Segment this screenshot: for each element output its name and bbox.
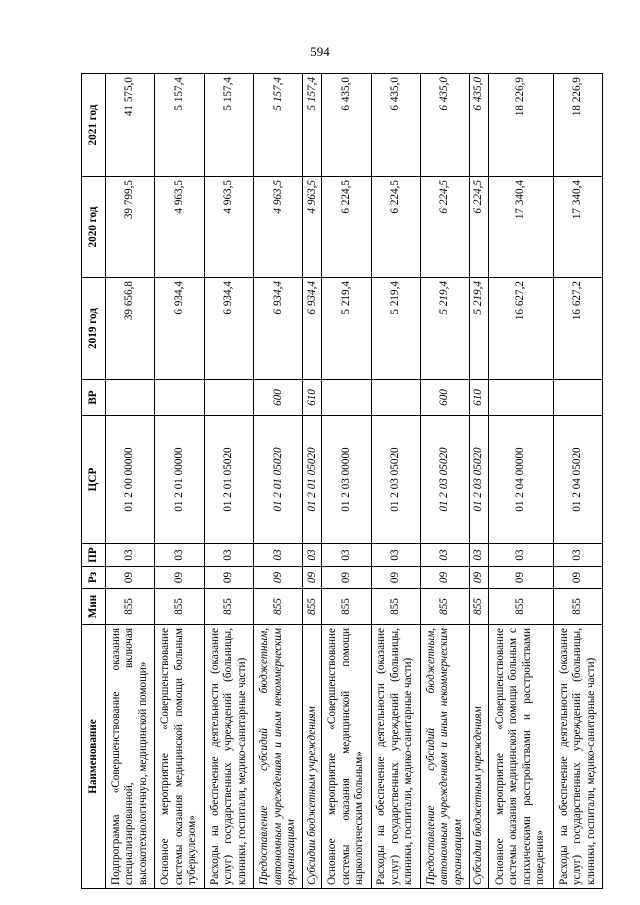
header-rz: Рз	[82, 567, 106, 589]
budget-table	[81, 73, 603, 889]
cell-rz: 09	[470, 567, 489, 589]
cell-2019: 16 627,2	[488, 278, 553, 380]
table-header-row	[82, 74, 106, 889]
cell-2020: 4 963,5	[155, 177, 204, 278]
cell-min: 855	[488, 589, 553, 625]
cell-min: 855	[322, 589, 371, 625]
cell-min: 855	[371, 589, 420, 625]
cell-pr: 03	[371, 544, 420, 567]
cell-pr: 03	[420, 544, 469, 567]
cell-name: Расходы на обеспечение деятельности (оказание услуг) государственных учреждений (больницы, клиники, госпитали, медико-санитарные части)	[553, 625, 602, 889]
cell-pr: 03	[488, 544, 553, 567]
cell-min: 855	[553, 589, 602, 625]
cell-rz: 09	[420, 567, 469, 589]
table-row	[155, 74, 204, 889]
cell-csr: 01 2 04 00000	[488, 416, 553, 544]
cell-vr	[553, 380, 602, 416]
cell-min: 855	[106, 589, 155, 625]
cell-rz: 09	[303, 567, 322, 589]
cell-2020: 17 340,4	[488, 177, 553, 278]
cell-2020: 39 799,5	[106, 177, 155, 278]
cell-rz: 09	[106, 567, 155, 589]
cell-name: Основное мероприятие «Совершенствование системы оказания медицинской помощи больным с психическими расстройствами и расстройствами поведения»	[488, 625, 553, 889]
cell-rz: 09	[371, 567, 420, 589]
header-csr: ЦСР	[82, 416, 106, 544]
cell-csr: 01 2 01 00000	[155, 416, 204, 544]
cell-name: Подпрограмма «Совершенствование оказания специализированной, включая высокотехнологичную, медицинской помощи»	[106, 625, 155, 889]
cell-2021: 6 435,0	[420, 74, 469, 177]
table-row	[254, 74, 303, 889]
cell-2019: 5 219,4	[420, 278, 469, 380]
cell-2019: 16 627,2	[553, 278, 602, 380]
cell-csr: 01 2 01 05020	[204, 416, 253, 544]
cell-name: Основное мероприятие «Совершенствование системы оказания медицинской помощи больным туберкулезом»	[155, 625, 204, 889]
table-row	[488, 74, 553, 889]
cell-pr: 03	[106, 544, 155, 567]
cell-2021: 5 157,4	[254, 74, 303, 177]
cell-csr: 01 2 01 05020	[303, 416, 322, 544]
cell-name: Основное мероприятие «Совершенствование системы оказания медицинской помощи наркологическим больным»	[322, 625, 371, 889]
cell-2020: 6 224,5	[322, 177, 371, 278]
cell-2021: 5 157,4	[303, 74, 322, 177]
cell-min: 855	[204, 589, 253, 625]
cell-2020: 6 224,5	[470, 177, 489, 278]
cell-vr	[488, 380, 553, 416]
cell-vr: 610	[470, 380, 489, 416]
cell-csr: 01 2 00 00000	[106, 416, 155, 544]
cell-rz: 09	[322, 567, 371, 589]
table-row	[371, 74, 420, 889]
cell-vr	[322, 380, 371, 416]
rotated-table-container	[81, 74, 603, 889]
table-row	[106, 74, 155, 889]
cell-pr: 03	[303, 544, 322, 567]
cell-2021: 6 435,0	[322, 74, 371, 177]
cell-rz: 09	[488, 567, 553, 589]
cell-min: 855	[303, 589, 322, 625]
cell-csr: 01 2 03 00000	[322, 416, 371, 544]
cell-pr: 03	[204, 544, 253, 567]
cell-pr: 03	[470, 544, 489, 567]
page-number: 594	[310, 44, 330, 59]
header-2021: 2021 год	[82, 74, 106, 177]
table-row	[470, 74, 489, 889]
table-row	[204, 74, 253, 889]
cell-min: 855	[155, 589, 204, 625]
cell-vr	[204, 380, 253, 416]
header-min: Мин	[82, 589, 106, 625]
cell-name: Расходы на обеспечение деятельности (оказание услуг) государственных учреждений (больницы, клиники, госпитали, медико-санитарные части)	[371, 625, 420, 889]
cell-pr: 03	[322, 544, 371, 567]
cell-min: 855	[470, 589, 489, 625]
cell-vr: 610	[303, 380, 322, 416]
header-name: Наименование	[82, 625, 106, 889]
cell-name: Субсидии бюджетным учреждениям	[303, 625, 322, 889]
header-vr: ВР	[82, 380, 106, 416]
cell-2019: 39 656,8	[106, 278, 155, 380]
cell-2021: 5 157,4	[155, 74, 204, 177]
cell-rz: 09	[254, 567, 303, 589]
cell-csr: 01 2 03 05020	[420, 416, 469, 544]
table-row	[420, 74, 469, 889]
cell-2020: 6 224,5	[420, 177, 469, 278]
table-row	[303, 74, 322, 889]
cell-2019: 5 219,4	[371, 278, 420, 380]
cell-vr	[106, 380, 155, 416]
cell-2021: 18 226,9	[553, 74, 602, 177]
cell-min: 855	[420, 589, 469, 625]
cell-name: Субсидии бюджетным учреждениям	[470, 625, 489, 889]
cell-2021: 18 226,9	[488, 74, 553, 177]
cell-pr: 03	[155, 544, 204, 567]
cell-csr: 01 2 01 05020	[254, 416, 303, 544]
cell-2021: 5 157,4	[204, 74, 253, 177]
cell-vr	[371, 380, 420, 416]
cell-vr: 600	[254, 380, 303, 416]
table-row	[553, 74, 602, 889]
cell-2019: 6 934,4	[155, 278, 204, 380]
cell-2020: 17 340,4	[553, 177, 602, 278]
header-pr: ПР	[82, 544, 106, 567]
cell-2019: 5 219,4	[470, 278, 489, 380]
cell-rz: 09	[155, 567, 204, 589]
cell-2019: 5 219,4	[322, 278, 371, 380]
cell-2019: 6 934,4	[303, 278, 322, 380]
cell-2020: 6 224,5	[371, 177, 420, 278]
cell-2021: 6 435,0	[371, 74, 420, 177]
cell-pr: 03	[254, 544, 303, 567]
cell-2021: 41 575,0	[106, 74, 155, 177]
table-row	[322, 74, 371, 889]
cell-csr: 01 2 03 05020	[371, 416, 420, 544]
cell-csr: 01 2 03 05020	[470, 416, 489, 544]
header-2020: 2020 год	[82, 177, 106, 278]
cell-2020: 4 963,5	[303, 177, 322, 278]
cell-min: 855	[254, 589, 303, 625]
cell-rz: 09	[553, 567, 602, 589]
cell-name: Предоставление субсидий бюджетным, автономным учреждениям и иным некоммерческим организациям	[254, 625, 303, 889]
cell-name: Предоставление субсидий бюджетным, автономным учреждениям и иным некоммерческим организациям	[420, 625, 469, 889]
cell-2019: 6 934,4	[204, 278, 253, 380]
cell-vr: 600	[420, 380, 469, 416]
cell-rz: 09	[204, 567, 253, 589]
cell-vr	[155, 380, 204, 416]
cell-2020: 4 963,5	[204, 177, 253, 278]
cell-2021: 6 435,0	[470, 74, 489, 177]
cell-csr: 01 2 04 05020	[553, 416, 602, 544]
cell-2019: 6 934,4	[254, 278, 303, 380]
cell-name: Расходы на обеспечение деятельности (оказание услуг) государственных учреждений (больницы, клиники, госпитали, медико-санитарные части)	[204, 625, 253, 889]
cell-2020: 4 963,5	[254, 177, 303, 278]
cell-pr: 03	[553, 544, 602, 567]
header-2019: 2019 год	[82, 278, 106, 380]
